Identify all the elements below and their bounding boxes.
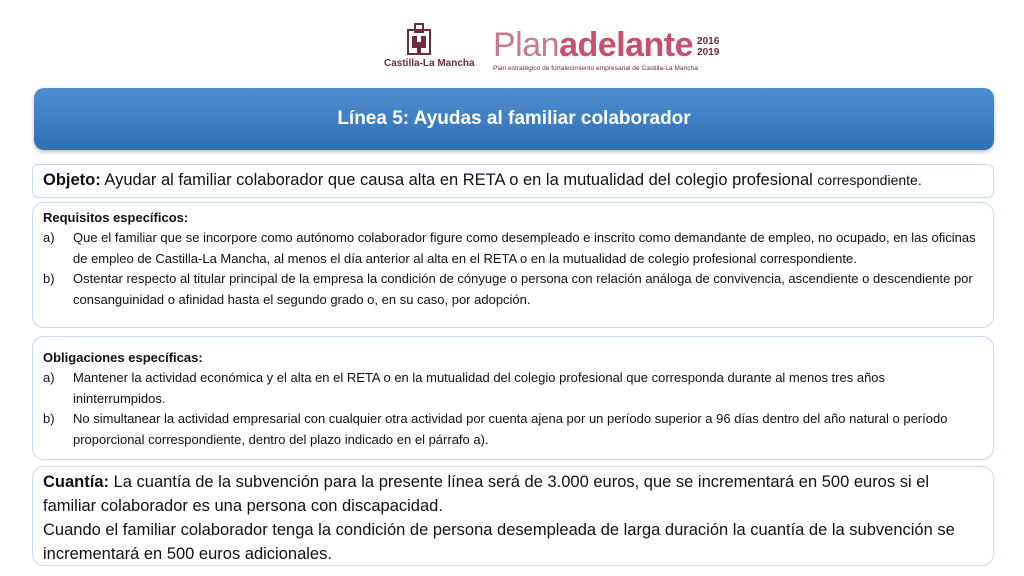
cuantia-paragraph-2: Cuando el familiar colaborador tenga la condición de persona desempleada de larga duración la cuantía de la subvención se incrementará en 500 euros adicionales.	[43, 521, 955, 563]
cuantia-box	[32, 466, 994, 566]
plan-year-start: 2016	[697, 36, 720, 47]
list-item-text: Ostentar respecto al titular principal de la empresa la condición de cónyuge o persona con relación análoga de convivencia, ascendiente o descendiente por consanguinidad o afinidad hasta el segundo grado o, en su caso, por adopción.	[73, 271, 973, 307]
obligaciones-box	[32, 336, 994, 460]
list-marker: a)	[43, 230, 55, 246]
requisitos-heading: Requisitos específicos:	[43, 210, 189, 225]
cuantia-label: Cuantía:	[43, 473, 109, 491]
objeto-text: Ayudar al familiar colaborador que causa alta en RETA o en la mutualidad del colegio profesional	[100, 171, 818, 189]
cuantia-text: La cuantía de la subvención para la presente línea será de 3.000 euros, que se incrementará en 500 euros si el familiar colaborador es una persona con discapacidad.	[43, 473, 930, 515]
plan-year-end: 2019	[697, 47, 720, 58]
plan-years	[697, 36, 719, 62]
castle-emblem-icon	[406, 22, 432, 56]
objeto-box	[32, 164, 994, 198]
list-item-text: Mantener la actividad económica y el alta en el RETA o en la mutualidad del colegio profesional que corresponda durante al menos tres años ininterrumpidos.	[73, 370, 886, 406]
objeto-label: Objeto:	[43, 171, 101, 189]
plan-subtitle: Plan estratégico de fortalecimiento empresarial de Castilla-La Mancha	[493, 65, 698, 72]
list-item	[43, 269, 977, 310]
page-title: Línea 5: Ayudas al familiar colaborador	[337, 108, 691, 129]
plan-word: Plan	[493, 26, 560, 64]
requisitos-box	[32, 202, 994, 328]
list-marker: b)	[43, 271, 55, 287]
list-item-text: Que el familiar que se incorpore como autónomo colaborador figure como desempleado e inscrito como demandante de empleo, no ocupado, en las oficinas de empleo de Castilla-La Mancha, al menos el día anterior al alta en el RETA o en la mutualidad de colegio profesional correspondiente.	[73, 230, 976, 266]
castilla-la-mancha-label: Castilla-La Mancha	[384, 58, 475, 69]
cuantia-paragraph	[43, 470, 977, 518]
castilla-la-mancha-logo	[384, 22, 475, 74]
list-item	[43, 368, 977, 409]
title-bar	[34, 88, 994, 150]
list-item	[43, 228, 977, 269]
objeto-text-end: correspondiente.	[817, 172, 922, 188]
plan-adelante-logo	[493, 26, 733, 74]
list-marker: b)	[43, 411, 55, 427]
adelante-word: adelante	[559, 26, 694, 64]
list-item-text: No simultanear la actividad empresarial con cualquier otra actividad por cuenta ajena por un período superior a 96 días dentro del año natural o período proporcional correspondiente, dentro del plazo indicado en el párrafo a).	[73, 411, 948, 447]
list-marker: a)	[43, 370, 55, 386]
obligaciones-heading: Obligaciones específicas:	[43, 350, 203, 365]
list-item	[43, 409, 977, 450]
